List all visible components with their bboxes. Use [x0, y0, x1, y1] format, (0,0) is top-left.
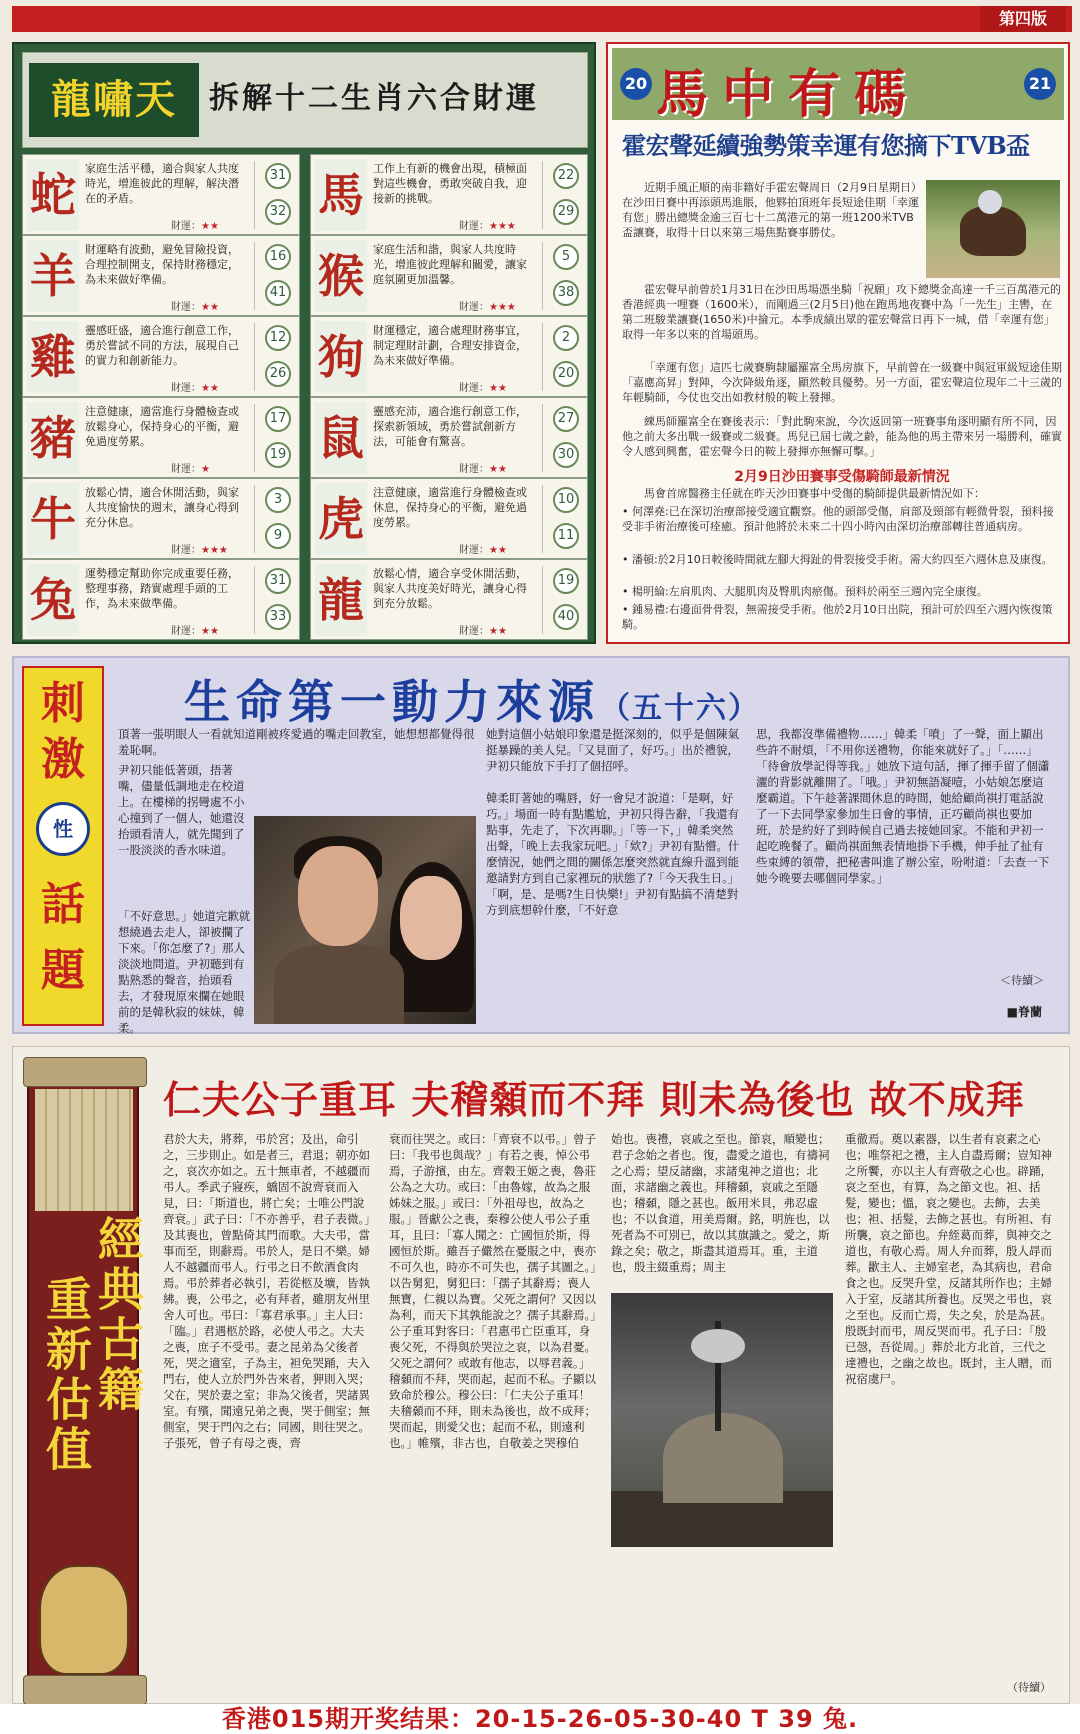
wealth-label: 財運： — [171, 221, 201, 232]
wealth-rating — [171, 622, 219, 637]
zodiac-cell — [22, 316, 300, 397]
star-rating-icon: ★★ — [489, 383, 507, 394]
wealth-label: 財運： — [459, 626, 489, 637]
horse-paragraph: 近期手風正順的南非籍好手霍宏聲周日（2月9日星期日）在沙田日賽中再添頭馬進賬，他夥拍頂班年長短途佳期「幸運有您」勝出總獎金逾三百七十二萬港元的第一班1200米TVB盃讓賽，取得十日以來第三場焦點賽事勝仗。 — [622, 181, 922, 239]
top-bar — [12, 6, 1072, 32]
wealth-label: 財運： — [171, 383, 201, 394]
wealth-label: 財運： — [171, 626, 201, 637]
lucky-number: 31 — [265, 163, 291, 189]
story-photo — [254, 816, 476, 1024]
zodiac-forecast: 靈感充沛，適合進行創意工作，探索新領域，勇於嘗試創新方法，可能會有驚喜。 — [373, 405, 527, 448]
column-sidebar — [22, 666, 104, 1026]
zodiac-animal: 牛 — [27, 483, 79, 555]
story-text: 頂著一張明眼人一看就知道剛被疼愛過的嘴走回教室，她想想都覺得很羞恥啊。 — [118, 727, 475, 757]
horse-paragraph: 練馬師羅富全在賽後表示：「對此駒來說，今次返回第一班賽事角逐明顯有所不同，因他之前大多出戰一級賽或二級賽。馬兒已屆七歲之齡，能為他的馬主帶來另一場勝利，確實令人感到興奮，霍宏聲今日的鞍上發揮亦無懈可擊。」 — [622, 415, 1062, 458]
divider — [254, 242, 255, 310]
to-be-continued: （待續） — [1007, 1681, 1051, 1694]
story-author: ■脊蘭 — [1006, 1005, 1042, 1019]
zodiac-animal: 羊 — [27, 240, 79, 312]
horse-subheading: 2月9日沙田賽事受傷騎師最新情況 — [734, 469, 950, 485]
lucky-number: 38 — [553, 280, 579, 306]
wealth-label: 財運： — [171, 545, 201, 556]
star-rating-icon: ★★ — [489, 626, 507, 637]
zodiac-forecast: 靈感旺盛，適合進行創意工作，勇於嘗試不同的方法，展現自己的實力和創新能力。 — [85, 324, 239, 367]
divider — [542, 404, 543, 472]
divider — [254, 404, 255, 472]
lucky-number: 31 — [265, 568, 291, 594]
zodiac-forecast: 工作上有新的機會出現，積極面對這些機會，勇敢突破自我，迎接新的挑戰。 — [373, 162, 527, 205]
lucky-number: 9 — [265, 523, 291, 549]
wealth-rating — [171, 379, 219, 394]
race-number-left: 20 — [620, 68, 652, 100]
scroll-label-a: 經典古籍 — [91, 1215, 145, 1415]
injury-item: • 楊明綸:左肩肌肉、大腿肌肉及臀肌肉瘀傷。預料於兩至三週內完全康復。 — [622, 585, 988, 598]
zodiac-cell — [310, 316, 588, 397]
story-text: 思，我都沒準備禮物……」韓柔「噴」了一聲，面上顯出些許不耐煩，「不用你送禮物，你能來就好了。」「……」「待會放學記得等我。」她放下這句話，揮了揮手留了個瀟灑的背影就離開了。「哦。」尹初無語凝噎，小姑娘怎麼這麼霸道。下午趁著課間休息的時間，她給顧尚祺打電話說了一下去同學家參加生日會的事情，正巧顧尚祺也要加班，於是約好了到時候自己過去接她回家。不能和尹初一起吃晚餐了。顧尚祺面無表情地掛下手機，伸手扯了扯有些束縛的領帶，把秘書叫進了辦公室，吩咐道：「去查一下她今晚要去哪個同學家。」 — [756, 727, 1050, 885]
horse-headline: 霍宏聲延續強勢策幸運有您摘下TVB盃 — [622, 131, 1030, 160]
lucky-number: 3 — [265, 487, 291, 513]
bamboo-slips-icon — [35, 1089, 133, 1211]
wealth-rating — [459, 379, 507, 394]
zodiac-forecast: 家庭生活和諧，與家人共度時光，增進彼此理解和關愛，讓家庭氛圍更加溫馨。 — [373, 243, 527, 286]
lottery-result-footer: 香港015期开奖结果：20-15-26-05-30-40 T 39 兔. — [0, 1704, 1080, 1734]
zodiac-animal: 兔 — [27, 564, 79, 636]
zodiac-forecast: 注意健康，適當進行身體檢查或放鬆身心，保持身心的平衡，避免過度勞累。 — [85, 405, 239, 448]
star-rating-icon: ★★ — [201, 626, 219, 637]
star-rating-icon: ★★ — [201, 383, 219, 394]
zodiac-forecast: 運勢穩定幫助你完成重要任務，整理事務，踏實處理手頭的工作，為未來做準備。 — [85, 567, 239, 610]
lucky-number: 20 — [553, 361, 579, 387]
zodiac-forecast: 放鬆心情，適合休閒活動，與家人共度愉快的週末，讓身心得到充分休息。 — [85, 486, 239, 529]
star-rating-icon: ★★★ — [489, 302, 516, 313]
story-text: 她對這個小姑娘印象還是挺深刻的，似乎是個陳氣挺暴躁的美人兒。「又見面了，好巧。」出於禮貌，尹初只能放下手打了個招呼。 — [486, 727, 739, 773]
lucky-number: 41 — [265, 280, 291, 306]
star-rating-icon: ★★ — [489, 545, 507, 556]
wealth-label: 財運： — [459, 302, 489, 313]
lucky-number: 27 — [553, 406, 579, 432]
wealth-rating — [459, 298, 516, 313]
divider — [254, 485, 255, 553]
zodiac-forecast: 放鬆心情，適合享受休閒活動，與家人共度美好時光，讓身心得到充分放鬆。 — [373, 567, 527, 610]
zodiac-cell — [22, 397, 300, 478]
star-rating-icon: ★★ — [201, 221, 219, 232]
zodiac-cell — [310, 235, 588, 316]
horse-banner-title: 馬中有碼 — [656, 64, 921, 125]
injury-item: • 潘頓:於2月10日較後時間就左腳大拇趾的骨裂接受手術。需大約四至六週休息及康復。 — [622, 553, 1053, 566]
zodiac-cell — [310, 478, 588, 559]
race-number-right: 21 — [1024, 68, 1056, 100]
wealth-rating — [459, 460, 507, 475]
wealth-rating — [171, 217, 219, 232]
zodiac-cell — [22, 559, 300, 640]
lucky-number: 19 — [553, 568, 579, 594]
lucky-number: 22 — [553, 163, 579, 189]
wealth-label: 財運： — [171, 302, 201, 313]
horse-paragraph: 「幸運有您」這匹七歲賽駒隸屬羅富全馬房旗下，早前曾在一級賽中與冠軍級短途佳期「嘉應高昇」對陣，今次降級角逐，顯然較具優勢。另一方面，霍宏聲這位現年二十三歲的年輕騎師，今仗也交出如教材般的鞍上發揮。 — [622, 361, 1062, 404]
divider — [254, 161, 255, 229]
wealth-label: 財運： — [171, 464, 201, 475]
divider — [542, 323, 543, 391]
zodiac-animal: 雞 — [27, 321, 79, 393]
wealth-rating — [459, 622, 507, 637]
zodiac-forecast: 家庭生活平穩，適合與家人共度時光，增進彼此的理解，解決潛在的矛盾。 — [85, 162, 239, 205]
page-tag: 第四版 — [980, 6, 1066, 32]
star-rating-icon: ★ — [201, 464, 210, 475]
zodiac-animal: 馬 — [315, 159, 367, 231]
star-rating-icon: ★★ — [201, 302, 219, 313]
funeral-illustration — [611, 1293, 833, 1547]
portrait-icon — [39, 1565, 129, 1675]
star-rating-icon: ★★★ — [489, 221, 516, 232]
zodiac-animal: 狗 — [315, 321, 367, 393]
lucky-number: 12 — [265, 325, 291, 351]
zodiac-animal: 虎 — [315, 483, 367, 555]
story-text: 尹初只能低著頭，捂著嘴，儘量低調地走在校道上。在樓梯的拐彎處不小心撞到了一個人，她還沒抬頭看清人，就先聞到了一股淡淡的香水味道。 — [118, 763, 245, 857]
horse-article — [606, 42, 1070, 644]
injury-item: • 鍾易禮:右邊面骨骨裂，無需接受手術。他於2月10日出院，預計可於四至六週內恢復策騎。 — [622, 603, 1053, 631]
classic-text-article — [12, 1046, 1070, 1704]
lucky-number: 10 — [553, 487, 579, 513]
horse-paragraph: 馬會首席醫務主任就在昨天沙田賽事中受傷的騎師提供最新情況如下： — [644, 487, 985, 500]
wealth-rating — [171, 298, 219, 313]
classic-column: 始也。喪禮，哀戚之至也。節哀，順變也；君子念始之者也。復，盡愛之道也，有禱祠之心焉；望反諸幽，求諸鬼神之道也；北面，求諸幽之義也。拜稽顙，哀戚之至隱也；稽顙，隱之甚也。飯用米貝，弗忍虛也；不以食道，用美焉爾。銘，明旌也，以死者為不可別已，故以其旗識之。愛之，斯錄之矣；敬之，斯盡其道焉耳。重，主道也，殷主綴重焉；周主 — [611, 1132, 830, 1274]
side-label-top: 刺激 — [41, 678, 85, 785]
lucky-number: 30 — [553, 442, 579, 468]
lucky-number: 19 — [265, 442, 291, 468]
lucky-number: 17 — [265, 406, 291, 432]
zodiac-animal: 猴 — [315, 240, 367, 312]
zodiac-animal: 鼠 — [315, 402, 367, 474]
zodiac-cell — [22, 478, 300, 559]
zodiac-forecast: 注意健康，適當進行身體檢查或休息，保持身心的平衡，避免過度勞累。 — [373, 486, 527, 529]
lucky-number: 33 — [265, 604, 291, 630]
divider — [542, 485, 543, 553]
divider — [254, 566, 255, 634]
divider — [542, 161, 543, 229]
to-be-continued: ＜待續＞ — [1000, 974, 1044, 987]
story-title-main: 生命第一動力來源 — [184, 675, 600, 729]
wealth-label: 財運： — [459, 545, 489, 556]
scroll-banner — [27, 1063, 145, 1699]
lucky-number: 5 — [553, 244, 579, 270]
zodiac-title: 拆解十二生肖六合財運 — [209, 81, 539, 116]
lucky-number: 40 — [553, 604, 579, 630]
classic-title: 仁夫公子重耳 夫稽顙而不拜 則未為後也 故不成拜 — [163, 1077, 1025, 1122]
classic-column: 君於大夫，將葬，弔於宮；及出，命引之，三步則止。如是者三，君退；朝亦如之，哀次亦如之。五十無車者，不越疆而弔人。季武子寢疾，蟜固不說齊衰而入見，曰：「斯道也，將亡矣；士唯公門說齊衰。」武子曰：「不亦善乎，君子表微。」及其喪也，曾點倚其門而歌。大夫弔，當事而至，則辭焉。弔於人，是日不樂。婦人不越疆而弔人。行弔之日不飲酒食肉焉。弔於葬者必執引，若從柩及壙，皆執紼。喪，公弔之，必有拜者，雖朋友州里舍人可也。弔曰：「寡君承事。」主人曰：「臨。」君遇柩於路，必使人弔之。大夫之喪，庶子不受弔。妻之昆弟為父後者死，哭之適室，子為主，袒免哭踊，夫入門右，使人立於門外告來者，狎則入哭；父在，哭於妻之室；非為父後者，哭諸異室。有殯，聞遠兄弟之喪，哭于側室；無側室，哭于門內之右；同國，則往哭之。子張死，曾子有母之喪，齊 — [163, 1132, 370, 1450]
story-text: 韓柔盯著她的嘴唇，好一會兒才說道：「是啊，好巧。」場面一時有點尷尬，尹初只得告辭，「我還有點事，先走了，下次再聊。」「等一下，」韓柔突然出聲，「晚上去我家玩吧。」「欸?」尹初有點懵。什麼情況，她們之間的關係怎麼突然就直線升溫到能邀請對方到自己家裡玩的狀態了?「今天我生日。」「啊，是、是嗎?生日快樂!」尹初有點搞不清楚對方到底想幹什麼，「不好意 — [486, 791, 740, 917]
wealth-label: 財運： — [459, 221, 489, 232]
zodiac-grid — [22, 154, 588, 638]
horse-paragraph: 霍宏聲早前曾於1月31日在沙田馬場憑坐騎「祝願」攻下總獎金高達一千三百萬港元的香港經典一哩賽（1600米），而剛過三(2月5日)他在跑馬地夜賽中為「一先生」主轡，在第二班駿業讓賽(1650米)中掄元。本季成績出眾的霍宏聲當日再下一城，借「幸運有您」取得一年多以來的首場頭馬。 — [622, 283, 1061, 341]
star-rating-icon: ★★★ — [201, 545, 228, 556]
wealth-label: 財運： — [459, 464, 489, 475]
zodiac-cell — [22, 235, 300, 316]
wealth-label: 財運： — [459, 383, 489, 394]
wealth-rating — [459, 541, 507, 556]
side-label-bottom: 話題 — [41, 879, 85, 996]
wealth-rating — [459, 217, 516, 232]
classic-column: 衰而往哭之。或曰：「齊衰不以弔。」曾子曰：「我弔也與哉？」有若之喪，悼公弔焉，子游擯，由左。齊穀王姬之喪，魯莊公為之大功。或曰：「由魯嫁，故為之服姊妹之服。」或曰：「外祖母也，故為之服。」晉獻公之喪，秦穆公使人弔公子重耳，且曰：「寡人聞之：亡國恒於斯，得國恒於斯。雖吾子儼然在憂服之中，喪亦不可久也，時亦不可失也，孺子其圖之。」以告舅犯，舅犯曰：「孺子其辭焉；喪人無寶，仁親以為寶。父死之謂何？又因以為利，而天下其孰能說之？孺子其辭焉。」公子重耳對客曰：「君惠弔亡臣重耳，身喪父死，不得與於哭泣之哀，以為君憂。父死之謂何？或敢有他志，以辱君義。」稽顙而不拜，哭而起，起而不私。子顯以致命於穆公。穆公曰：「仁夫公子重耳！夫稽顙而不拜，則未為後也，故不成拜；哭而起，則愛父也；起而不私，則遠利也。」帷殯，非古也，自敬姜之哭穆伯 — [389, 1132, 596, 1450]
zodiac-cell — [22, 154, 300, 235]
serial-story — [12, 656, 1070, 1034]
zodiac-forecast: 財運穩定，適合處理財務事宜，制定理財計劃，合理安排資金，為未來做好準備。 — [373, 324, 527, 367]
zodiac-cell — [310, 154, 588, 235]
zodiac-header — [22, 52, 588, 148]
divider — [542, 566, 543, 634]
side-ring: 性 — [36, 802, 90, 856]
zodiac-cell — [310, 397, 588, 478]
lucky-number: 29 — [553, 199, 579, 225]
zodiac-animal: 蛇 — [27, 159, 79, 231]
story-text: 「不好意思。」她道完歉就想繞過去走人，卻被攔了下來。「你怎麼了?」那人淡淡地問道。尹初聽到有點熟悉的聲音，抬頭看去，才發現原來攔在她眼前的是韓秋寂的妹妹，韓柔。 — [118, 909, 251, 1035]
zodiac-panel — [12, 42, 596, 644]
story-title-part: （五十六） — [600, 691, 760, 726]
zodiac-animal: 豬 — [27, 402, 79, 474]
lucky-number: 2 — [553, 325, 579, 351]
story-title — [184, 666, 760, 732]
horse-banner — [612, 48, 1064, 125]
zodiac-forecast: 財運略有波動，避免冒險投資，合理控制開支，保持財務穩定，為未來做好準備。 — [85, 243, 239, 286]
injury-item: • 何澤堯:已在深切治療部接受適宜觀察。他的頭部受傷，肩部及頸部有輕微骨裂，預料接受非手術治療後可痊癒。預計他將於未來二十四小時內由深切治療部轉往普通病房。 — [622, 505, 1054, 533]
zodiac-logo: 龍嘯天 — [29, 63, 199, 137]
star-rating-icon: ★★ — [489, 464, 507, 475]
divider — [254, 323, 255, 391]
scroll-label-b: 重新估值 — [39, 1275, 93, 1475]
wealth-rating — [171, 541, 228, 556]
lucky-number: 32 — [265, 199, 291, 225]
divider — [542, 242, 543, 310]
horse-racing-photo — [926, 180, 1060, 278]
classic-column: 重徹焉。奠以素器，以生者有哀素之心也；唯祭祀之禮，主人自盡焉爾；豈知神之所饗，亦以主人有齊敬之心也。辟踊，哀之至也，有算，為之節文也。袒、括髮，變也；慍，哀之變也。去飾，去美也；袒、括髮，去飾之甚也。有所袒、有所襲，哀之節也。弁絰葛而葬，與神交之道也，有敬心焉。周人弁而葬，殷人冔而葬。歠主人、主婦室老，為其病也，君命食之也。反哭升堂，反諸其所作也；主婦入于室，反諸其所養也。反哭之弔也，哀之至也。反而亡焉，失之矣，於是為甚。殷既封而弔，周反哭而弔。孔子曰：「殷已愨，吾從周。」葬於北方北首，三代之達禮也，之幽之故也。既封，主人贈，而祝宿虞尸。 — [845, 1132, 1052, 1386]
lucky-number: 11 — [553, 523, 579, 549]
wealth-rating — [171, 460, 210, 475]
lucky-number: 16 — [265, 244, 291, 270]
zodiac-animal: 龍 — [315, 564, 367, 636]
lucky-number: 26 — [265, 361, 291, 387]
zodiac-cell — [310, 559, 588, 640]
